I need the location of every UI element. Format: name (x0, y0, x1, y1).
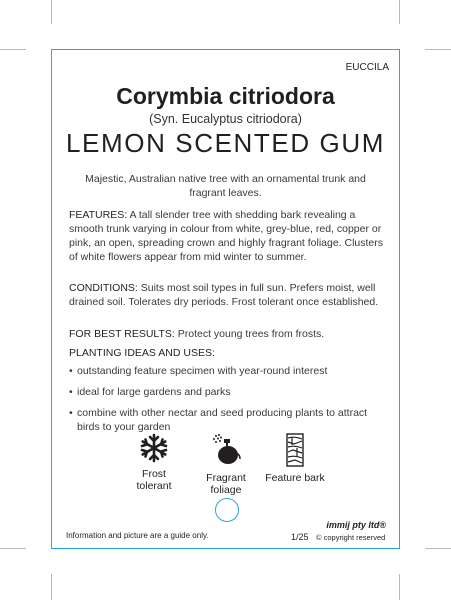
product-code: EUCCILA (345, 62, 389, 73)
brand-logo: immij pty ltd® (326, 520, 386, 530)
icon-label (124, 468, 184, 492)
bark-icon (285, 433, 305, 467)
icon-label-line: foliage (210, 484, 242, 496)
crop-mark (425, 49, 451, 50)
icon-label-line: tolerant (136, 480, 172, 492)
best-results-paragraph (69, 327, 387, 341)
plant-label-card (51, 49, 400, 549)
planting-list (69, 364, 387, 441)
crop-mark (51, 0, 52, 24)
common-name: LEMON SCENTED GUM (65, 128, 385, 158)
icon-label-line: Fragrant (206, 472, 246, 484)
crop-mark (0, 49, 26, 50)
fragrant-foliage-feature (196, 433, 256, 496)
features-paragraph (69, 208, 387, 264)
perfume-icon (210, 433, 242, 467)
feature-bark-feature (261, 433, 329, 484)
features-text: A tall slender tree with shedding bark revealing a smooth trunk varying in colour from white, grey-blue, red, copper or pink, an open, spreading crown and highly fragrant foliage. Clusters of white flowers appear from mid winter to summer. (69, 209, 384, 263)
icon-label (261, 472, 329, 484)
conditions-paragraph (69, 281, 387, 309)
list-item: • ideal for large gardens and parks (69, 386, 231, 398)
label-count: 1/25 (291, 532, 309, 542)
features-heading: FEATURES: (69, 209, 128, 221)
list-item: • outstanding feature specimen with year-round interest (69, 365, 328, 377)
planting-heading-text: PLANTING IDEAS AND USES: (69, 347, 215, 359)
icon-label-line: Feature bark (265, 472, 325, 484)
best-results-text: Protect young trees from frosts. (174, 328, 325, 340)
copyright-notice: © copyright reserved (316, 533, 386, 542)
conditions-heading: CONDITIONS: (69, 282, 138, 294)
conditions-text: Suits most soil types in full sun. Prefers moist, well drained soil. Tolerates dry periods. Frost tolerant once established. (69, 282, 379, 308)
best-results-heading: FOR BEST RESULTS: (69, 328, 175, 340)
list-item-text: outstanding feature specimen with year-round interest (77, 365, 328, 377)
list-item-text: combine with other nectar and seed producing plants to attract birds to your garden (77, 407, 368, 433)
blank-circle-marker (215, 498, 239, 522)
crop-mark (399, 0, 400, 24)
crop-mark (51, 574, 52, 600)
crop-mark (425, 548, 451, 549)
botanical-name: Corymbia citriodora (116, 83, 335, 109)
snowflake-icon (139, 433, 169, 463)
icon-label-line: Frost (142, 468, 166, 480)
crop-mark (399, 574, 400, 600)
disclaimer: Information and picture are a guide only. (66, 531, 209, 540)
intro-text: Majestic, Australian native tree with an ornamental trunk and fragrant leaves. (85, 173, 366, 199)
list-item: • combine with other nectar and seed producing plants to attract birds to your garden (69, 406, 387, 434)
crop-mark (0, 548, 26, 549)
frost-tolerant-feature (124, 433, 184, 492)
icon-label (196, 472, 256, 496)
planting-heading (69, 346, 387, 360)
list-item-text: ideal for large gardens and parks (77, 386, 231, 398)
synonym: (Syn. Eucalyptus citriodora) (149, 112, 302, 126)
